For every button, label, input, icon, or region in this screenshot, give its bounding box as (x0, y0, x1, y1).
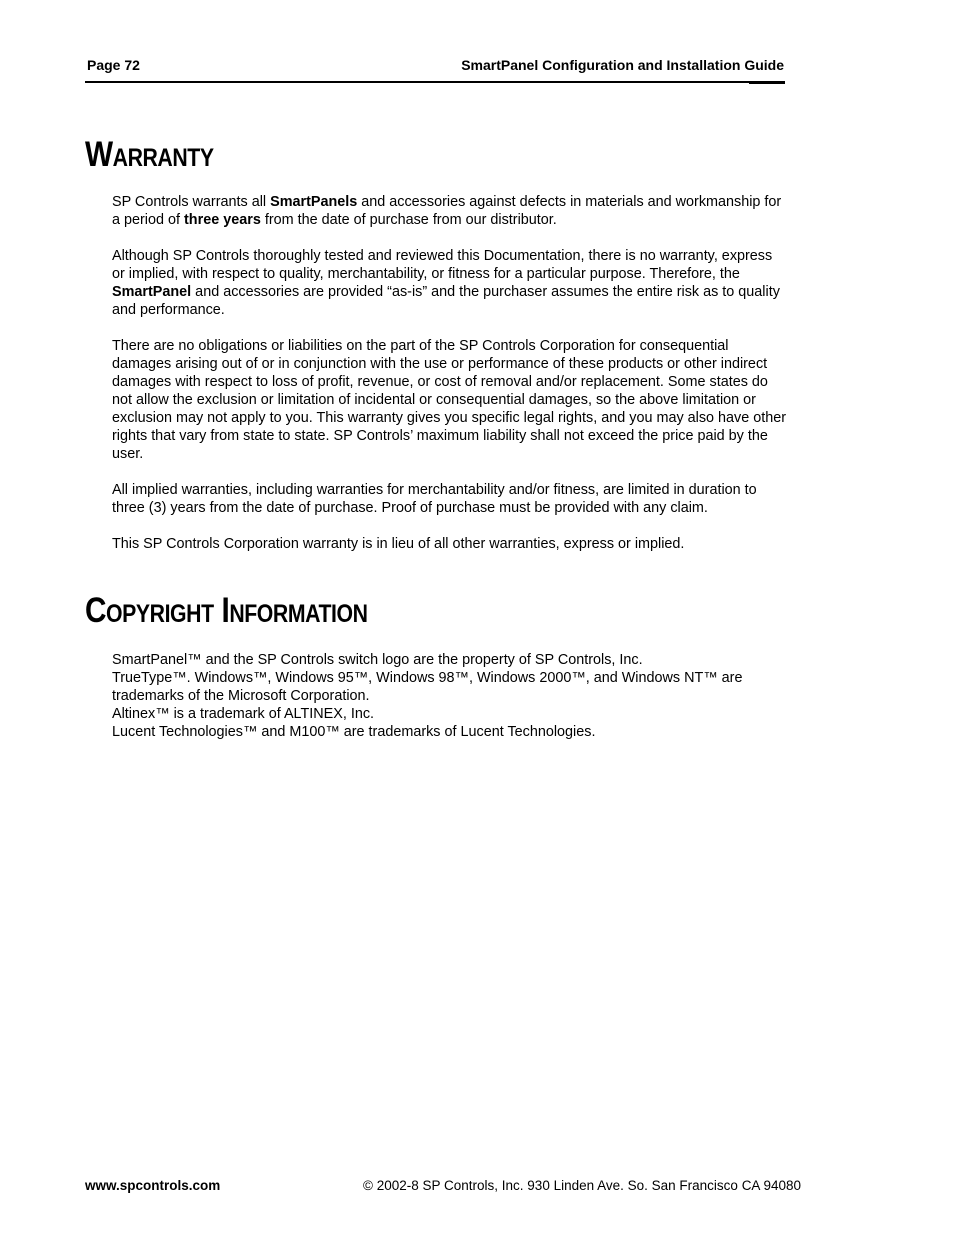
warranty-paragraph-5: This SP Controls Corporation warranty is in lieu of all other warranties, express or implied. (112, 536, 685, 552)
header-divider (85, 81, 785, 83)
footer-website: www.spcontrols.com (85, 1178, 221, 1193)
warranty-paragraph-4: All implied warranties, including warranties for merchantability and/or fitness, are limited in duration to three (3) years from the date of purchase. Proof of purchase must be provided with any claim. (112, 482, 757, 516)
page-header (85, 57, 784, 77)
warranty-paragraph-1: SP Controls warrants all SmartPanels and accessories against defects in materials and workmanship for a period of three years from the date of purchase from our distributor. (112, 194, 782, 228)
warranty-heading: Warranty (85, 135, 214, 174)
page-number: Page 72 (87, 57, 140, 73)
copyright-line-3: Altinex™ is a trademark of ALTINEX, Inc. (112, 706, 375, 722)
warranty-section (112, 193, 788, 553)
page-footer (85, 1178, 801, 1196)
warranty-paragraph-2: Although SP Controls thoroughly tested and reviewed this Documentation, there is no warranty, express or implied, with respect to quality, merchantability, or fitness for a particular purpose. Therefore, the SmartPanel and accessories are provided “as-is” and the purchaser assumes the entire risk as to quality and performance. (112, 248, 780, 318)
copyright-heading: Copyright Information (85, 591, 368, 630)
copyright-line-4: Lucent Technologies™ and M100™ are trademarks of Lucent Technologies. (112, 724, 596, 740)
warranty-paragraph-3: There are no obligations or liabilities on the part of the SP Controls Corporation for consequential damages arising out of or in conjunction with the use or performance of these products or other indirect damages with respect to loss of profit, revenue, or cost of removal and/or replacement. Some states do not allow the exclusion or limitation of incidental or consequential damages, so the above limitation or exclusion may not apply to you. This warranty gives you specific legal rights, and you may also have other rights that vary from state to state. SP Controls’ maximum liability shall not exceed the price paid by the user. (112, 338, 787, 462)
copyright-line-1: SmartPanel™ and the SP Controls switch logo are the property of SP Controls, Inc. (112, 652, 643, 668)
copyright-line-2: TrueType™. Windows™, Windows 95™, Windows 98™, Windows 2000™, and Windows NT™ are trademarks of the Microsoft Corporation. (112, 670, 743, 704)
header-divider-accent (749, 83, 785, 84)
copyright-section (112, 651, 788, 741)
document-title: SmartPanel Configuration and Installation Guide (461, 57, 784, 73)
footer-copyright: © 2002-8 SP Controls, Inc. 930 Linden Ave. So. San Francisco CA 94080 (363, 1178, 801, 1193)
